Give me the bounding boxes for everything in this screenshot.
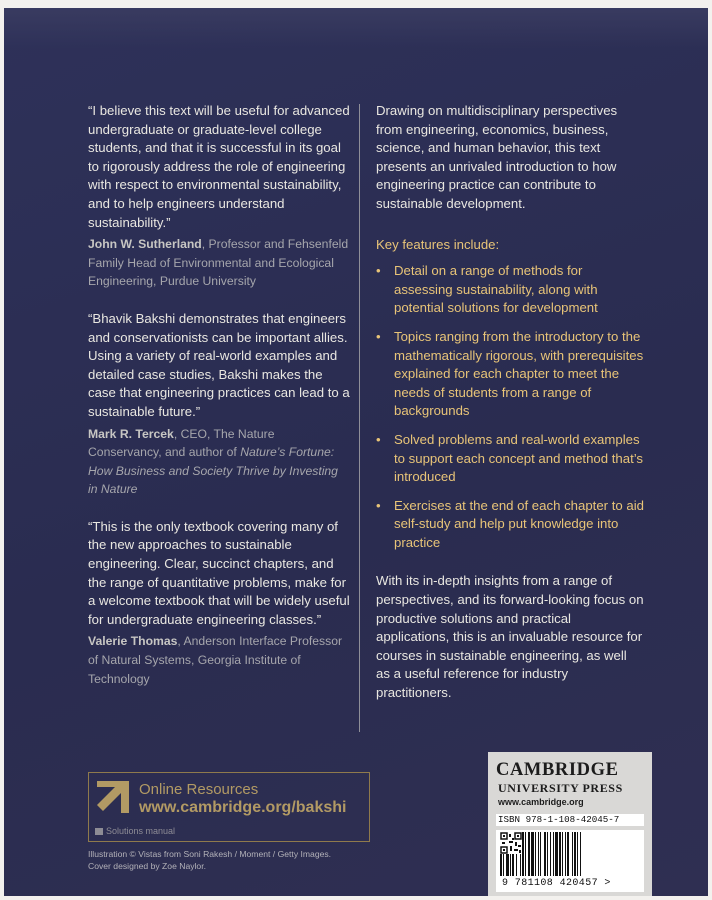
- feature-text: Exercises at the end of each chapter to aid self-study and help put knowledge into practice: [394, 497, 644, 550]
- endorsement-quote: “This is the only textbook covering many of the new approaches to sustainable engineering. Clear, succinct chapters, and the range of quantitative problems, make for a welcome textbook that will be widely useful for undergraduate engineering classes.”: [88, 518, 350, 627]
- qr-code-icon: [500, 832, 522, 854]
- publisher-name: CAMBRIDGE: [496, 760, 619, 780]
- list-item: [376, 431, 644, 487]
- description-column: [376, 102, 644, 703]
- endorsement-1: [88, 102, 350, 291]
- solutions-manual-label: [95, 826, 175, 836]
- endorser-name: Mark R. Tercek: [88, 426, 174, 441]
- barcode-bar: [538, 832, 539, 876]
- book-description: Drawing on multidisciplinary perspectives from engineering, economics, business, science, and human behavior, this text presents an unrivaled introduction to how engineering practice can contribute to sustainable development.: [376, 103, 618, 211]
- barcode-bar: [540, 832, 541, 876]
- endorsement-attribution: [88, 632, 350, 688]
- publisher-url: www.cambridge.org: [498, 797, 584, 807]
- barcode-bar: [572, 832, 573, 876]
- endorser-title: , CEO, The Nature Conservancy, and author of: [88, 426, 275, 460]
- barcode-bar: [535, 832, 536, 876]
- endorser-book-title: Nature’s Fortune: How Business and Society Thrive by Investing in Nature: [88, 445, 338, 497]
- column-divider: [359, 104, 360, 732]
- online-resources-title: Online Resources: [139, 781, 259, 798]
- publisher-subname: UNIVERSITY PRESS: [498, 781, 623, 795]
- document-icon: [95, 828, 103, 835]
- arrow-icon: [95, 779, 131, 815]
- illustration-credit: Illustration © Vistas from Soni Rakesh / Moment / Getty Images.: [88, 849, 332, 859]
- barcode-bar: [522, 832, 524, 876]
- barcode-bar: [547, 832, 548, 876]
- barcode-bar: [544, 832, 546, 876]
- design-credit: Cover designed by Zoe Naylor.: [88, 861, 206, 871]
- online-resources-link[interactable]: www.cambridge.org/bakshi: [139, 799, 347, 816]
- feature-text: Solved problems and real-world examples to support each concept and method that’s introduced: [394, 431, 644, 485]
- isbn-label: ISBN 978-1-108-42045-7: [496, 814, 644, 826]
- endorser-title: , Professor and Fehsenfeld Family Head of Environmental and Ecological Engineering, Purdue University: [88, 237, 349, 289]
- barcode-bar: [531, 832, 534, 876]
- list-item: [376, 328, 644, 421]
- barcode-bar: [528, 832, 530, 876]
- cover-credits: [88, 848, 368, 872]
- closing-paragraph: With its in-depth insights from a range of perspectives, and its forward-looking focus on productive solutions and practical applications, this is an invaluable resource for courses in sustainable engineering, as well as a useful reference for industry practitioners.: [376, 573, 644, 701]
- publisher-block: [488, 752, 652, 896]
- back-cover: [4, 8, 708, 896]
- endorsement-attribution: [88, 425, 350, 499]
- barcode: [496, 830, 644, 892]
- endorsement-quote: “Bhavik Bakshi demonstrates that engineers and conservationists can be important allies. Using a variety of real-world examples and detailed case studies, Bakshi makes the case that engineering practices can lead to a sustainable future.”: [88, 310, 350, 419]
- barcode-bar: [525, 832, 526, 876]
- endorser-name: Valerie Thomas: [88, 634, 178, 649]
- endorsements-column: [88, 102, 350, 707]
- bullet-icon: •: [376, 497, 381, 513]
- barcode-bar: [577, 832, 578, 876]
- barcode-bar: [553, 832, 554, 876]
- barcode-bar: [580, 832, 581, 876]
- endorsement-3: [88, 518, 350, 688]
- key-features-list: [376, 262, 644, 552]
- feature-text: Topics ranging from the introductory to the mathematically rigorous, with prerequisites explained for each chapter to meet the needs of students from a range of backgrounds: [394, 328, 644, 419]
- barcode-digits: 9 781108 420457 >: [502, 878, 611, 889]
- barcode-bar: [567, 832, 569, 876]
- endorsement-attribution: [88, 235, 350, 291]
- bullet-icon: •: [376, 431, 381, 447]
- barcode-bar: [562, 832, 563, 876]
- barcode-bar: [559, 832, 561, 876]
- endorsement-2: [88, 310, 350, 499]
- list-item: [376, 262, 644, 318]
- endorsement-quote: “I believe this text will be useful for advanced undergraduate or graduate-level college students, and that it is successful in its goal to rigorously address the role of engineering with respect to environmental sustainability, and to help engineers understand sustainability.”: [88, 103, 350, 230]
- bullet-icon: •: [376, 263, 381, 279]
- barcode-bar: [550, 832, 551, 876]
- list-item: [376, 497, 644, 553]
- barcode-bar: [555, 832, 558, 876]
- solutions-manual-text: Solutions manual: [106, 826, 176, 836]
- bullet-icon: •: [376, 328, 381, 344]
- feature-text: Detail on a range of methods for assessing sustainability, along with potential solutions for development: [394, 263, 598, 316]
- endorser-title: , Anderson Interface Professor of Natural Systems, Georgia Institute of Technology: [88, 634, 343, 686]
- barcode-bar: [574, 832, 576, 876]
- endorser-name: John W. Sutherland: [88, 237, 202, 252]
- online-resources-box[interactable]: [88, 772, 370, 842]
- key-features-heading: Key features include:: [376, 236, 500, 252]
- barcode-bar: [565, 832, 566, 876]
